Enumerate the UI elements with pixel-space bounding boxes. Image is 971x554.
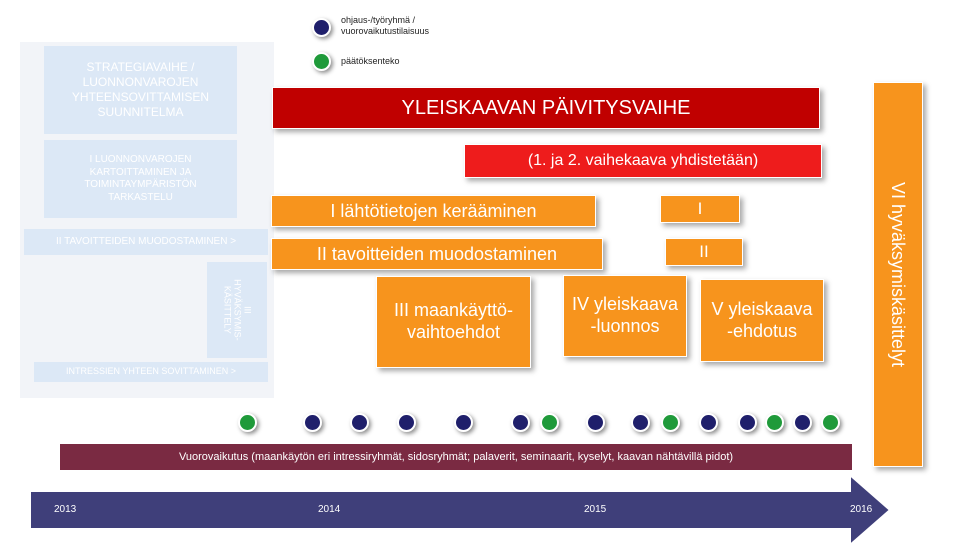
- phase-6-label: VI hyväksymiskäsittelyt: [888, 181, 909, 368]
- interaction-bar-label: Vuorovaikutus (maankäytön eri intressiryhmät, sidosryhmät; palaverit, seminaarit, kyselyt, kaavan nähtävillä pidot): [178, 451, 734, 463]
- ghost-goals-box: II TAVOITTEIDEN MUODOSTAMINEN >: [24, 229, 268, 255]
- interaction-dot: [793, 413, 812, 432]
- legend-interaction-dot: [312, 18, 331, 37]
- interaction-dot: [738, 413, 757, 432]
- timeline-arrow: [30, 470, 892, 550]
- year-2015-label: 2015: [584, 504, 607, 515]
- interaction-dot: [454, 413, 473, 432]
- decision-dot: [661, 413, 680, 432]
- decision-dot: [238, 413, 257, 432]
- phase-3-box: III maankäyttö-vaihtoehdot: [376, 276, 531, 368]
- ghost-approval-label: III HYVÄKSYMIS-KÄSITTELY: [223, 279, 253, 341]
- interaction-bar: [60, 444, 852, 470]
- ghost-mapping-box: I LUONNONVAROJEN KARTOITTAMINEN JA TOIMINTAYMPÄRISTÖN TARKASTELU: [44, 140, 237, 218]
- phase-4-box: IV yleiskaava -luonnos: [563, 275, 687, 357]
- year-2016-label: 2016: [850, 504, 873, 515]
- merged-plan-bar: (1. ja 2. vaihekaava yhdistetään): [464, 144, 822, 178]
- year-2013-label: 2013: [54, 504, 77, 515]
- legend-interaction-label: ohjaus-/työryhmä / vuorovaikutustilaisuus: [341, 15, 430, 36]
- ghost-strategy-box: STRATEGIAVAIHE / LUONNONVAROJEN YHTEENSOVITTAMISEN SUUNNITELMA: [44, 46, 237, 134]
- phase-1-box: I lähtötietojen kerääminen: [271, 195, 596, 227]
- legend-decision-label: päätöksenteko: [341, 56, 400, 66]
- phase-6-box: [873, 82, 923, 467]
- interaction-dot: [303, 413, 322, 432]
- interaction-dot: [699, 413, 718, 432]
- ghost-interests-box: INTRESSIEN YHTEEN SOVITTAMINEN >: [34, 362, 268, 382]
- interaction-dot: [586, 413, 605, 432]
- interaction-dot: [631, 413, 650, 432]
- phase-2-box: II tavoitteiden muodostaminen: [271, 238, 603, 270]
- interaction-dot: [511, 413, 530, 432]
- phase-5-box: V yleiskaava -ehdotus: [700, 279, 824, 362]
- ghost-approval-box: [207, 262, 267, 358]
- year-2014-label: 2014: [318, 504, 341, 515]
- phase-2-short-box: II: [665, 238, 743, 266]
- decision-dot: [765, 413, 784, 432]
- interaction-dot: [350, 413, 369, 432]
- legend-decision-dot: [312, 52, 331, 71]
- main-phase-bar: YLEISKAAVAN PÄIVITYSVAIHE: [272, 87, 820, 129]
- decision-dot: [540, 413, 559, 432]
- decision-dot: [821, 413, 840, 432]
- interaction-dot: [397, 413, 416, 432]
- phase-1-short-box: I: [660, 195, 740, 223]
